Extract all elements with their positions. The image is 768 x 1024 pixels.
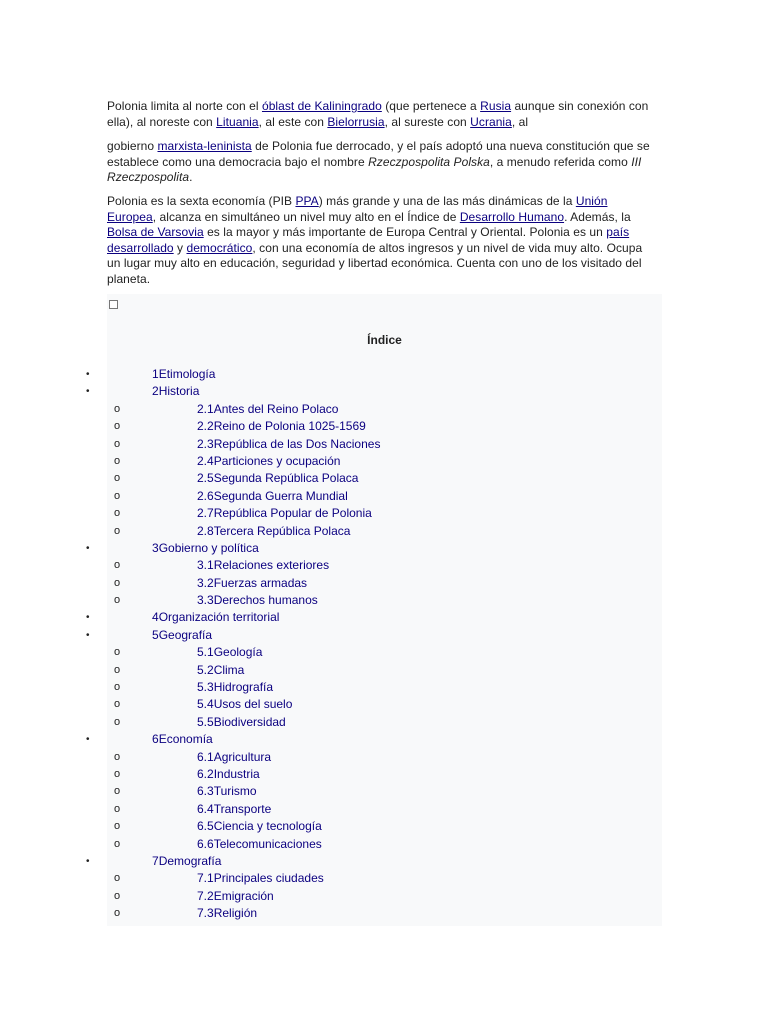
italic-text: III Rzeczpospolita — [107, 154, 642, 184]
toc-label: Transporte — [213, 801, 272, 816]
link-bielorrusia[interactable]: Bielorrusia — [327, 114, 385, 129]
toc-link[interactable] — [197, 766, 260, 783]
link-kaliningrad[interactable]: óblast de Kaliningrado — [261, 99, 382, 113]
toc-item — [0, 505, 768, 522]
toc-label: Economía — [158, 732, 213, 747]
toc-link[interactable] — [197, 801, 271, 818]
toc-number: 2.6 — [197, 488, 214, 503]
bullet-circle-icon: o — [114, 907, 121, 920]
toc-number: 2.4 — [197, 453, 214, 468]
toc-label: Geografía — [158, 627, 213, 642]
toc-label: Organización territorial — [158, 610, 280, 625]
toc-number: 3.1 — [197, 558, 214, 573]
toc-item — [0, 470, 768, 487]
toc-link[interactable] — [197, 836, 322, 853]
toc-link[interactable] — [197, 905, 257, 922]
toc-item — [0, 801, 768, 818]
toc-number: 5.1 — [197, 645, 214, 660]
paragraph-government — [107, 139, 657, 186]
text: , al sureste con — [384, 114, 471, 129]
toc-item — [0, 453, 768, 470]
link-ppa[interactable]: PPA — [295, 194, 319, 208]
bullet-disc-icon: • — [86, 855, 90, 867]
toc-label: Particiones y ocupación — [213, 453, 341, 468]
text: ) más grande y una de las más dinámicas de la — [318, 194, 576, 208]
toc-link[interactable] — [197, 783, 257, 800]
toc-link[interactable] — [197, 679, 273, 696]
toc-toggle-checkbox[interactable] — [109, 300, 118, 309]
link-rusia[interactable]: Rusia — [480, 99, 512, 113]
toc-item — [0, 853, 768, 870]
text: es la mayor y más importante de Europa Central y Oriental. Polonia es un — [203, 225, 607, 239]
bullet-circle-icon: o — [114, 802, 121, 815]
toc-link[interactable] — [197, 644, 262, 661]
paragraph-borders — [107, 99, 657, 130]
bullet-circle-icon: o — [114, 402, 121, 415]
bullet-disc-icon: • — [86, 369, 90, 380]
toc-list — [0, 366, 768, 923]
toc-label: Fuerzas armadas — [213, 575, 308, 590]
bullet-circle-icon: o — [114, 472, 121, 485]
toc-label: Historia — [158, 384, 200, 399]
toc-link[interactable] — [197, 436, 380, 453]
toc-label: Usos del suelo — [213, 697, 293, 712]
toc-number: 5.4 — [197, 697, 214, 712]
toc-item — [0, 436, 768, 453]
bullet-circle-icon: o — [114, 594, 121, 607]
toc-label: Hidrografía — [213, 680, 274, 695]
toc-item — [0, 679, 768, 696]
link-lituania[interactable]: Lituania — [216, 114, 259, 129]
toc-link[interactable] — [197, 488, 348, 505]
toc-item — [0, 818, 768, 835]
bullet-circle-icon: o — [114, 420, 121, 433]
bullet-circle-icon: o — [114, 437, 121, 450]
toc-number: 7 — [152, 853, 159, 868]
toc-number: 5.5 — [197, 714, 214, 729]
toc-item — [0, 488, 768, 505]
bullet-disc-icon: • — [86, 734, 90, 746]
toc-link[interactable] — [197, 870, 324, 887]
toc-item — [0, 783, 768, 800]
toc-label: Antes del Reino Polaco — [213, 401, 339, 416]
toc-label: Segunda Guerra Mundial — [213, 488, 348, 503]
toc-item — [0, 836, 768, 853]
toc-link[interactable] — [197, 888, 274, 905]
toc-item — [0, 627, 768, 644]
toc-number: 3 — [152, 540, 159, 555]
bullet-disc-icon: • — [86, 629, 90, 641]
toc-link[interactable] — [197, 749, 271, 766]
bullet-circle-icon: o — [114, 837, 121, 850]
bullet-circle-icon: o — [114, 489, 121, 502]
text: (que pertenece a — [381, 99, 481, 113]
toc-label: Agricultura — [213, 749, 272, 764]
toc-link[interactable] — [197, 453, 340, 470]
toc-item — [0, 557, 768, 574]
toc-item — [0, 714, 768, 731]
toc-number: 2.3 — [197, 436, 214, 451]
toc-number: 2.7 — [197, 506, 214, 521]
toc-item — [0, 662, 768, 679]
bullet-circle-icon: o — [114, 889, 121, 902]
toc-item — [0, 383, 768, 400]
toc-title: Índice — [367, 333, 402, 347]
toc-link[interactable] — [152, 609, 279, 626]
bullet-circle-icon: o — [114, 646, 121, 659]
bullet-circle-icon: o — [114, 576, 121, 589]
toc-item — [0, 401, 768, 418]
toc-link[interactable] — [152, 853, 221, 870]
bullet-circle-icon: o — [114, 681, 121, 694]
link-desarrollo-humano[interactable]: Desarrollo Humano — [459, 209, 565, 224]
toc-item — [0, 696, 768, 713]
toc-link[interactable] — [197, 662, 244, 679]
toc-number: 3.2 — [197, 575, 214, 590]
link-marxista-leninista[interactable]: marxista-leninista — [157, 139, 252, 153]
toc-item — [0, 575, 768, 592]
link-ucrania[interactable]: Ucrania — [470, 114, 512, 129]
toc-number: 5 — [152, 627, 159, 642]
toc-number: 6.2 — [197, 766, 214, 781]
toc-link[interactable] — [197, 818, 322, 835]
toc-label: Gobierno y política — [158, 540, 259, 555]
bullet-circle-icon: o — [114, 507, 121, 520]
link-pais-desarrollado[interactable]: país desarrollado — [107, 225, 630, 255]
toc-item — [0, 592, 768, 609]
toc-link[interactable] — [197, 523, 350, 540]
text: Polonia limita al norte con el — [107, 99, 262, 113]
toc-number: 1 — [152, 367, 159, 381]
toc-number: 7.2 — [197, 888, 214, 903]
toc-label: Geología — [213, 645, 263, 660]
bullet-circle-icon: o — [114, 454, 121, 467]
toc-link[interactable] — [152, 540, 259, 557]
toc-label: Tercera República Polaca — [213, 523, 351, 538]
link-union-europea[interactable]: Unión Europea — [107, 194, 608, 224]
toc-label: Ciencia y tecnología — [213, 819, 322, 834]
toc-number: 2.1 — [197, 401, 214, 416]
text: , al este con — [258, 114, 328, 129]
toc-item — [0, 540, 768, 557]
toc-number: 2.2 — [197, 419, 214, 434]
toc-item — [0, 766, 768, 783]
toc-item — [0, 731, 768, 748]
bullet-circle-icon: o — [114, 872, 121, 885]
toc-item — [0, 749, 768, 766]
toc-item — [0, 870, 768, 887]
toc-number: 5.2 — [197, 662, 214, 677]
toc-number: 7.1 — [197, 871, 214, 886]
toc-number: 7.3 — [197, 906, 214, 921]
toc-link[interactable] — [197, 592, 318, 609]
toc-label: República de las Dos Naciones — [213, 436, 381, 451]
toc-link[interactable] — [152, 383, 199, 400]
italic-text: Rzeczpospolita Polska — [368, 154, 490, 169]
toc-label: Telecomunicaciones — [213, 836, 322, 851]
bullet-circle-icon: o — [114, 559, 121, 572]
toc-item — [0, 905, 768, 922]
toc-label: Etimología — [158, 367, 216, 381]
toc-label: Emigración — [213, 888, 274, 903]
bullet-disc-icon: • — [86, 612, 90, 624]
text: gobierno — [107, 139, 158, 153]
toc-item — [0, 418, 768, 435]
toc-link[interactable] — [197, 696, 292, 713]
bullet-circle-icon: o — [114, 820, 121, 833]
text: de Polonia fue derrocado, y el país adoptó una nueva constitución que se establece como una democracia bajo el nombre — [107, 139, 650, 169]
toc-link[interactable] — [197, 714, 286, 731]
text: . Además, la — [564, 209, 631, 224]
bullet-circle-icon: o — [114, 750, 121, 763]
toc-label: Demografía — [158, 853, 222, 868]
bullet-circle-icon: o — [114, 524, 121, 537]
toc-link[interactable] — [152, 627, 212, 644]
text: , al — [511, 114, 529, 129]
toc-number: 6.5 — [197, 819, 214, 834]
toc-label: Clima — [213, 662, 245, 677]
bullet-circle-icon: o — [114, 663, 121, 676]
toc-number: 2.5 — [197, 471, 214, 486]
toc-link[interactable] — [197, 505, 372, 522]
text: , con una economía de altos ingresos y un nivel de vida muy alto. Ocupa un lugar muy alto en educación, seguridad y libertad económica. Cuenta con uno de los visitado del planeta. — [107, 240, 643, 286]
bullet-disc-icon: • — [86, 386, 90, 398]
text: . — [189, 170, 193, 184]
toc-link[interactable] — [197, 575, 307, 592]
toc-item — [0, 644, 768, 661]
toc-link[interactable] — [197, 418, 366, 435]
toc-number: 6.1 — [197, 749, 214, 764]
toc-label: Relaciones exteriores — [213, 558, 330, 573]
toc-item — [0, 888, 768, 905]
paragraph-economy — [107, 194, 657, 287]
toc-link[interactable] — [152, 731, 213, 748]
toc-number: 6 — [152, 732, 159, 747]
toc-item — [0, 523, 768, 540]
text: y — [173, 240, 187, 255]
toc-label: Turismo — [213, 784, 257, 799]
toc-label: Reino de Polonia 1025-1569 — [213, 419, 366, 434]
toc-label: Biodiversidad — [213, 714, 286, 729]
toc-label: Industria — [213, 766, 260, 781]
toc-number: 4 — [152, 610, 159, 625]
toc-number: 6.3 — [197, 784, 214, 799]
link-bolsa-de-varsovia[interactable]: Bolsa de Varsovia — [107, 225, 204, 239]
bullet-circle-icon: o — [114, 785, 121, 798]
text: , alcanza en simultáneo un nivel muy alto en el Índice de — [152, 209, 460, 224]
toc-number: 2 — [152, 384, 159, 399]
bullet-circle-icon: o — [114, 698, 121, 711]
toc-link[interactable] — [197, 557, 329, 574]
text: aunque sin conexión con ella), al noreste con — [107, 99, 649, 129]
toc-link[interactable] — [197, 401, 338, 418]
toc-label: Religión — [213, 906, 258, 921]
text: , a menudo referida como — [489, 154, 632, 169]
text: Polonia es la sexta economía (PIB — [107, 194, 296, 208]
toc-link[interactable] — [197, 470, 358, 487]
toc-label: Segunda República Polaca — [213, 471, 359, 486]
bullet-disc-icon: • — [86, 542, 90, 554]
bullet-circle-icon: o — [114, 715, 121, 728]
toc-number: 5.3 — [197, 680, 214, 695]
toc-item — [0, 366, 768, 383]
toc-number: 6.4 — [197, 801, 214, 816]
toc-number: 2.8 — [197, 523, 214, 538]
toc-item — [0, 609, 768, 626]
toc-label: Principales ciudades — [213, 871, 324, 886]
toc-label: República Popular de Polonia — [213, 506, 372, 521]
toc-label: Derechos humanos — [213, 593, 318, 608]
toc-number: 3.3 — [197, 593, 214, 608]
toc-number: 6.6 — [197, 836, 214, 851]
toc-link[interactable] — [152, 366, 215, 383]
bullet-circle-icon: o — [114, 767, 121, 780]
link-democratico[interactable]: democrático — [186, 240, 253, 255]
